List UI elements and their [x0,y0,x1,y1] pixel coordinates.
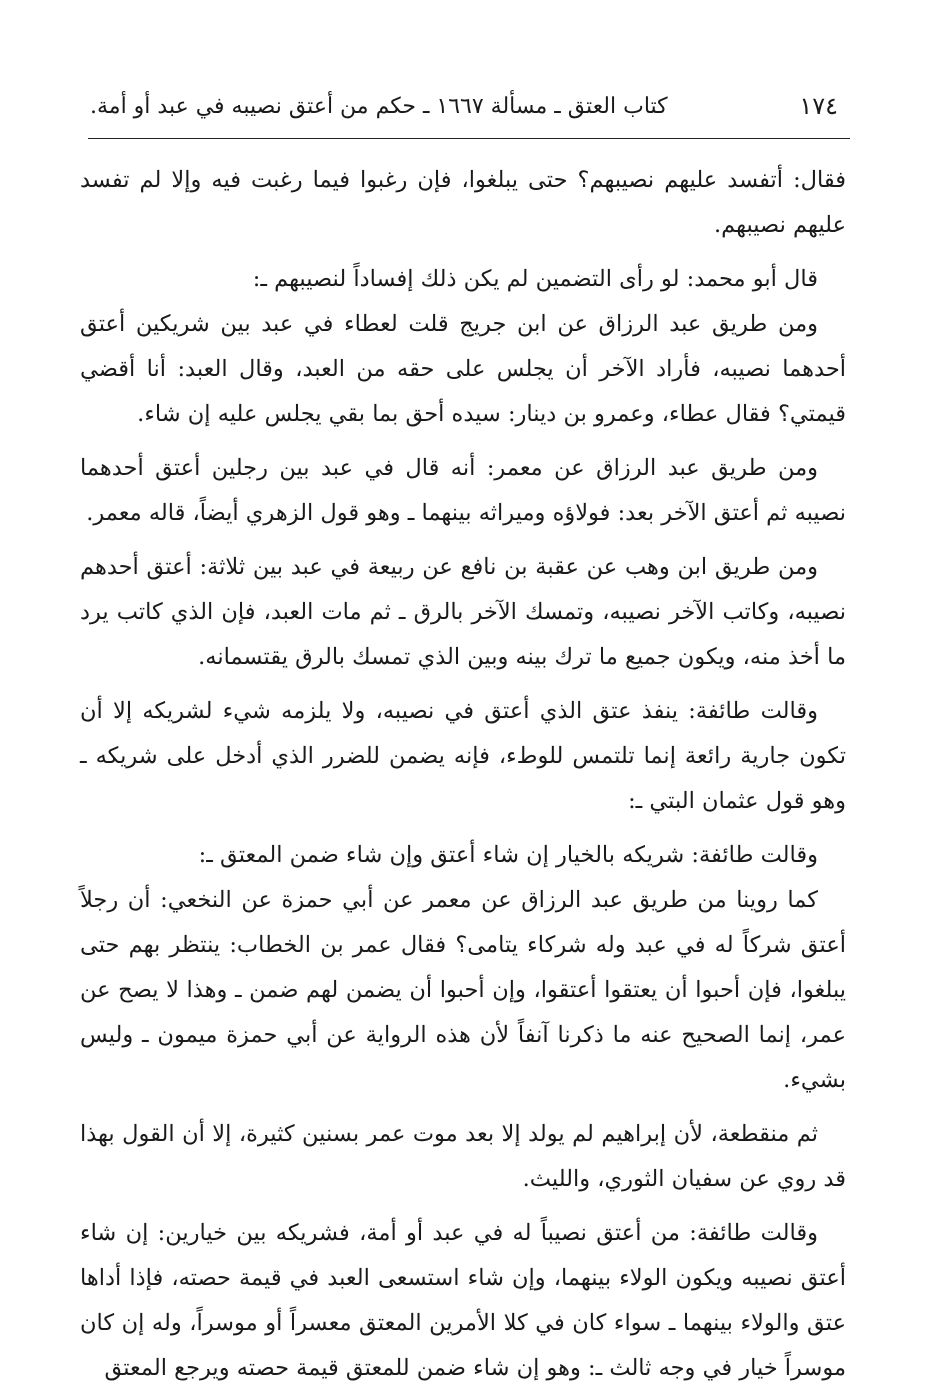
paragraph: ومن طريق ابن وهب عن عقبة بن نافع عن ربيعة في عبد بين ثلاثة: أعتق أحدهم نصيبه، وكاتب الآخر نصيبه، وتمسك الآخر بالرق ـ ثم مات العبد، فإن الذي كاتب يرد ما أخذ منه، ويكون جميع ما ترك بينه وبين الذي تمسك بالرق يقتسمانه. [80,554,846,670]
paragraph: فقال: أتفسد عليهم نصيبهم؟ حتى يبلغوا، فإن رغبوا فيما رغبت فيه وإلا لم تفسد عليهم نصيبهم. [80,167,846,238]
running-title: كتاب العتق ـ مسألة ١٦٦٧ ـ حكم من أعتق نصيبه في عبد أو أمة. [90,93,668,119]
paragraph: ثم منقطعة، لأن إبراهيم لم يولد إلا بعد موت عمر بسنين كثيرة، إلا أن القول بهذا قد روي عن سفيان الثوري، والليث. [80,1121,846,1192]
paragraph: ومن طريق عبد الرزاق عن ابن جريج قلت لعطاء في عبد بين شريكين أعتق أحدهما نصيبه، فأراد الآخر أن يجلس على حقه من العبد، وقال العبد: أنا أقضي قيمتي؟ فقال عطاء، وعمرو بن دينار: سيده أحق بما بقي يجلس عليه إن شاء. [80,311,846,427]
paragraph: ومن طريق عبد الرزاق عن معمر: أنه قال في عبد بين رجلين أعتق أحدهما نصيبه ثم أعتق الآخر بعد: فولاؤه وميراثه بينهما ـ وهو قول الزهري أيضاً، قاله معمر. [80,455,846,526]
page-number: ١٧٤ [799,92,838,120]
paragraph: وقالت طائفة: من أعتق نصيباً له في عبد أو أمة، فشريكه بين خيارين: إن شاء أعتق نصيبه ويكون الولاء بينهما، وإن شاء استسعى العبد في قيمة حصته، فإذا أداها عتق والولاء بينهما ـ سواء كان في كلا الأمرين المعتق معسراً أو موسراً، وله إن كان موسراً خيار في وجه ثالث ـ: وهو إن شاء ضمن للمعتق قيمة حصته ويرجع المعتق [80,1220,846,1381]
header-rule [88,138,850,139]
paragraph: قال أبو محمد: لو رأى التضمين لم يكن ذلك إفساداً لنصيبهم ـ: [252,266,818,292]
page-header [90,88,838,124]
body-text [80,158,846,1391]
paragraph: وقالت طائفة: ينفذ عتق الذي أعتق في نصيبه، ولا يلزمه شيء لشريكه إلا أن تكون جارية رائعة إنما تلتمس للوطء، فإنه يضمن للضرر الذي أدخل على شريكه ـ وهو قول عثمان البتي ـ: [80,698,846,814]
paragraph: كما روينا من طريق عبد الرزاق عن معمر عن أبي حمزة عن النخعي: أن رجلاً أعتق شركاً له في عبد وله شركاء يتامى؟ فقال عمر بن الخطاب: ينتظر بهم حتى يبلغوا، فإن أحبوا أن يعتقوا أعتقوا، وإن أحبوا أن يضمن لهم ضمن ـ وهذا لا يصح عن عمر، إنما الصحيح عنه ما ذكرنا آنفاً لأن هذه الرواية عن أبي حمزة ميمون ـ وليس بشيء. [80,887,846,1093]
paragraph: وقالت طائفة: شريكه بالخيار إن شاء أعتق وإن شاء ضمن المعتق ـ: [198,842,818,868]
